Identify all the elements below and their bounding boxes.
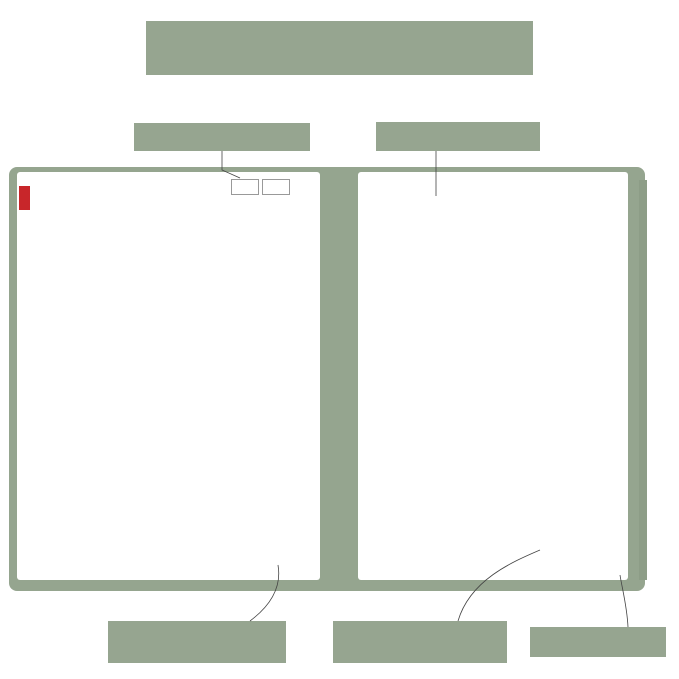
pointer-30-minute (458, 550, 540, 621)
pointer-current-month (222, 151, 240, 178)
pointer-numbered-pages (620, 575, 628, 627)
pointer-15-minute (250, 565, 279, 621)
